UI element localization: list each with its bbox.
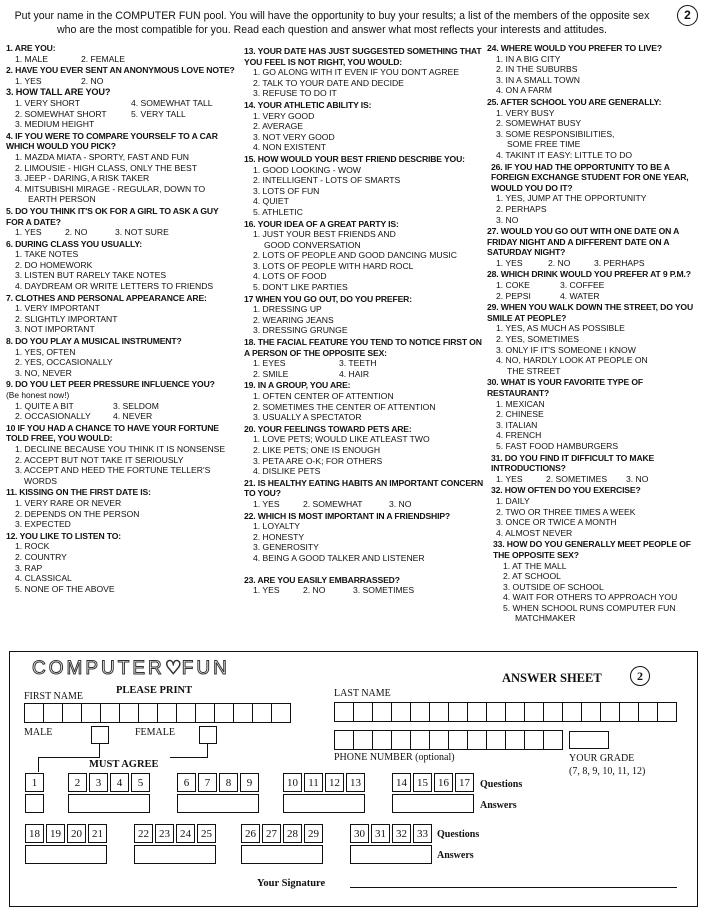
question-5 bbox=[6, 206, 238, 238]
question-number: 32 bbox=[392, 824, 411, 843]
option[interactable]: 1. DECLINE BECAUSE YOU THINK IT IS NONSENSE bbox=[15, 443, 226, 454]
option[interactable]: 3. REFUSE TO DO IT bbox=[253, 88, 337, 99]
question-number: 15 bbox=[413, 773, 432, 792]
option[interactable]: 2. NO bbox=[65, 227, 88, 238]
option[interactable]: 1. YES bbox=[496, 473, 523, 484]
question-title: 10 IF YOU HAD A CHANCE TO HAVE YOUR FORTUNE TOLD FREE, YOU WOULD: bbox=[6, 422, 219, 444]
question-title: 11. KISSING ON THE FIRST DATE IS: bbox=[6, 487, 151, 498]
option[interactable]: 2. OCCASIONALLY bbox=[15, 411, 91, 422]
question-number: 11 bbox=[304, 773, 323, 792]
option[interactable]: 4. NO, HARDLY LOOK AT PEOPLE ON bbox=[496, 355, 648, 366]
question-number: 31 bbox=[371, 824, 390, 843]
option[interactable]: 2. WEARING JEANS bbox=[253, 314, 334, 325]
question-title: 5. DO YOU THINK IT'S OK FOR A GIRL TO ASK A GUY FOR A DATE? bbox=[6, 205, 219, 227]
option[interactable]: 3. COFFEE bbox=[560, 280, 605, 291]
option[interactable]: 3. NOT IMPORTANT bbox=[15, 324, 95, 335]
first-name-boxes[interactable] bbox=[24, 703, 290, 723]
question-10 bbox=[6, 423, 238, 487]
question-18 bbox=[244, 337, 486, 379]
option[interactable]: 2. NO bbox=[81, 75, 104, 86]
option[interactable]: 5. VERY TALL bbox=[131, 108, 186, 119]
question-8 bbox=[6, 336, 238, 378]
question-title: 32. HOW OFTEN DO YOU EXERCISE? bbox=[491, 485, 641, 496]
question-title: 1. ARE YOU: bbox=[6, 43, 56, 53]
answer-box[interactable] bbox=[283, 794, 365, 813]
option[interactable]: 1. MAZDA MIATA - SPORTY, FAST AND FUN bbox=[15, 151, 189, 162]
option[interactable]: 3. MEDIUM HEIGHT bbox=[15, 119, 95, 130]
option[interactable]: 2. COUNTRY bbox=[15, 551, 67, 562]
question-number: 7 bbox=[198, 773, 217, 792]
question-4 bbox=[6, 131, 238, 205]
question-number: 8 bbox=[219, 773, 238, 792]
option[interactable]: 1. MALE bbox=[15, 53, 48, 64]
question-3 bbox=[6, 87, 238, 129]
question-number: 24 bbox=[176, 824, 195, 843]
question-title: 19. IN A GROUP, YOU ARE: bbox=[244, 380, 351, 391]
option[interactable]: 2. DEPENDS ON THE PERSON bbox=[15, 508, 140, 519]
option[interactable]: 2. LIMOUSIE - HIGH CLASS, ONLY THE BEST bbox=[15, 162, 197, 173]
question-title: 20. YOUR FEELINGS TOWARD PETS ARE: bbox=[244, 423, 412, 434]
answer-box[interactable] bbox=[350, 845, 432, 864]
grade-box[interactable] bbox=[569, 731, 609, 749]
question-number: 14 bbox=[392, 773, 411, 792]
answer-box[interactable] bbox=[392, 794, 474, 813]
option[interactable]: 3. JEEP - DARING, A RISK TAKER bbox=[15, 173, 150, 184]
question-title: 9. DO YOU LET PEER PRESSURE INFLUENCE YOU? bbox=[6, 379, 215, 390]
question-number: 16 bbox=[434, 773, 453, 792]
option[interactable]: 1. AT THE MALL bbox=[503, 560, 567, 571]
option[interactable]: 2. YES, SOMETIMES bbox=[496, 334, 579, 345]
option-continued: WORDS bbox=[24, 475, 57, 486]
option[interactable]: 4. LOTS OF FOOD bbox=[253, 271, 327, 282]
question-title: 8. DO YOU PLAY A MUSICAL INSTRUMENT? bbox=[6, 336, 182, 347]
question-title: 6. DURING CLASS YOU USUALLY: bbox=[6, 238, 143, 249]
first-name-label: FIRST NAME bbox=[24, 691, 83, 702]
grades-range: (7, 8, 9, 10, 11, 12) bbox=[569, 766, 646, 777]
option-continued: MATCHMAKER bbox=[515, 613, 576, 624]
question-23 bbox=[244, 575, 486, 596]
question-number: 5 bbox=[131, 773, 150, 792]
option[interactable]: 4. NON EXISTENT bbox=[253, 142, 327, 153]
answers-label: Answers bbox=[480, 800, 517, 811]
question-title: 3. HOW TALL ARE YOU? bbox=[6, 87, 111, 98]
option[interactable]: 5. ATHLETIC bbox=[253, 206, 303, 217]
option[interactable]: 3. EXPECTED bbox=[15, 519, 71, 530]
option[interactable]: 2. SOMEWHAT bbox=[303, 498, 363, 509]
answer-sheet-title: ANSWER SHEET bbox=[502, 671, 602, 685]
question-number: 30 bbox=[350, 824, 369, 843]
question-31 bbox=[487, 453, 703, 485]
question-number: 33 bbox=[413, 824, 432, 843]
option[interactable]: 1. LOVE PETS; WOULD LIKE ATLEAST TWO bbox=[253, 434, 430, 445]
question-number: 1 bbox=[25, 773, 44, 792]
option[interactable]: 3. ACCEPT AND HEED THE FORTUNE TELLER'S bbox=[15, 465, 211, 476]
question-27 bbox=[487, 226, 703, 268]
question-number: 28 bbox=[283, 824, 302, 843]
question-14 bbox=[244, 100, 486, 153]
option[interactable]: 5. DON'T LIKE PARTIES bbox=[253, 282, 348, 293]
option[interactable]: 3. NO bbox=[496, 214, 519, 225]
option[interactable]: 1. OFTEN CENTER OF ATTENTION bbox=[253, 391, 394, 401]
option[interactable]: 2. SMILE bbox=[253, 368, 289, 379]
question-number: 2 bbox=[68, 773, 87, 792]
question-title: 25. AFTER SCHOOL YOU ARE GENERALLY: bbox=[487, 96, 662, 107]
question-number: 10 bbox=[283, 773, 302, 792]
please-print-label: PLEASE PRINT bbox=[116, 685, 193, 696]
question-22 bbox=[244, 511, 486, 564]
option[interactable]: 3. LOTS OF PEOPLE WITH HARD ROCL bbox=[253, 260, 414, 271]
question-title: 24. WHERE WOULD YOU PREFER TO LIVE? bbox=[487, 43, 662, 53]
phone-label: PHONE NUMBER (optional) bbox=[334, 752, 455, 763]
question-title: 15. HOW WOULD YOUR BEST FRIEND DESCRIBE YOU: bbox=[244, 153, 465, 164]
option[interactable]: 2. FEMALE bbox=[81, 53, 125, 64]
option[interactable]: 1. ROCK bbox=[15, 541, 50, 552]
question-30 bbox=[487, 377, 703, 451]
option[interactable]: 4. NEVER bbox=[113, 411, 153, 422]
question-28 bbox=[487, 269, 703, 301]
option-continued: EARTH PERSON bbox=[28, 194, 96, 205]
question-15 bbox=[244, 154, 486, 218]
question-number: 21 bbox=[88, 824, 107, 843]
option[interactable]: 3. USUALLY A SPECTATOR bbox=[253, 412, 362, 423]
question-33 bbox=[487, 539, 703, 624]
option[interactable]: 2. NO bbox=[548, 257, 571, 268]
signature-line[interactable] bbox=[350, 887, 677, 888]
question-number: 6 bbox=[177, 773, 196, 792]
question-number: 19 bbox=[46, 824, 65, 843]
question-25 bbox=[487, 97, 703, 161]
last-name-label: LAST NAME bbox=[334, 688, 391, 699]
female-checkbox[interactable] bbox=[199, 726, 217, 744]
option[interactable]: 3. NOT VERY GOOD bbox=[253, 131, 335, 142]
option[interactable]: 4. DISLIKE PETS bbox=[253, 466, 321, 477]
option[interactable]: 2. TWO OR THREE TIMES A WEEK bbox=[496, 506, 636, 517]
option[interactable]: 3. PERHAPS bbox=[594, 257, 645, 268]
option[interactable]: 1. JUST YOUR BEST FRIENDS AND bbox=[253, 229, 396, 240]
option[interactable]: 1. TAKE NOTES bbox=[15, 249, 79, 260]
question-29 bbox=[487, 302, 703, 376]
option[interactable]: 1. VERY IMPORTANT bbox=[15, 303, 100, 314]
last-name-boxes[interactable] bbox=[334, 702, 676, 722]
female-label: FEMALE bbox=[135, 727, 175, 738]
option[interactable]: 3. OUTSIDE OF SCHOOL bbox=[503, 581, 604, 592]
option[interactable]: 4. DAYDREAM OR WRITE LETTERS TO FRIENDS bbox=[15, 281, 214, 292]
question-24 bbox=[487, 43, 703, 96]
question-title: 17 WHEN YOU GO OUT, DO YOU PREFER: bbox=[244, 293, 412, 304]
option[interactable]: 1. GOOD LOOKING - WOW bbox=[253, 164, 361, 175]
question-11 bbox=[6, 487, 238, 529]
question-number: 27 bbox=[262, 824, 281, 843]
question-7 bbox=[6, 293, 238, 335]
option[interactable]: 1. VERY SHORT bbox=[15, 97, 80, 108]
option[interactable]: 1. VERY BUSY bbox=[496, 107, 555, 118]
option[interactable]: 3. NO bbox=[626, 473, 649, 484]
questions-column-1 bbox=[6, 43, 238, 595]
question-number: 29 bbox=[304, 824, 323, 843]
question-number: 17 bbox=[455, 773, 474, 792]
option[interactable]: 5. FAST FOOD HAMBURGERS bbox=[496, 440, 619, 451]
answer-box[interactable] bbox=[134, 845, 216, 864]
question-title: 29. WHEN YOU WALK DOWN THE STREET, DO YOU SMILE AT PEOPLE? bbox=[487, 302, 694, 323]
phone-boxes[interactable] bbox=[334, 730, 562, 750]
option[interactable]: 1. YES bbox=[496, 257, 523, 268]
question-title: 21. IS HEALTHY EATING HABITS AN IMPORTANT CONCERN TO YOU? bbox=[244, 477, 484, 499]
option[interactable]: 4. BEING A GOOD TALKER AND LISTENER bbox=[253, 552, 425, 563]
option[interactable]: 2. DO HOMEWORK bbox=[15, 259, 93, 270]
question-number: 20 bbox=[67, 824, 86, 843]
question-title: 12. YOU LIKE TO LISTEN TO: bbox=[6, 530, 122, 541]
option[interactable]: 3. LOTS OF FUN bbox=[253, 185, 320, 196]
question-title: 28. WHICH DRINK WOULD YOU PREFER AT 9 P.M.? bbox=[487, 269, 691, 280]
question-title: 22. WHICH IS MOST IMPORTANT IN A FRIENDSHIP? bbox=[244, 510, 451, 521]
option[interactable]: 3. NO, NEVER bbox=[15, 367, 72, 378]
question-title: 14. YOUR ATHLETIC ABILITY IS: bbox=[244, 99, 372, 110]
questions-label: Questions bbox=[437, 829, 480, 840]
question-number: 3 bbox=[89, 773, 108, 792]
question-title: 4. IF YOU WERE TO COMPARE YOURSELF TO A CAR WHICH WOULD YOU PICK? bbox=[6, 130, 218, 152]
question-26 bbox=[487, 162, 703, 226]
option[interactable]: 2. PERHAPS bbox=[496, 203, 547, 214]
question-number: 22 bbox=[134, 824, 153, 843]
option[interactable]: 3. ONCE OR TWICE A MONTH bbox=[496, 517, 617, 528]
question-title: 16. YOUR IDEA OF A GREAT PARTY IS: bbox=[244, 218, 399, 229]
option[interactable]: 1. VERY RARE OR NEVER bbox=[15, 497, 122, 508]
question-1 bbox=[6, 43, 238, 64]
question-2 bbox=[6, 65, 238, 86]
must-agree-label: MUST AGREE bbox=[89, 759, 159, 770]
option[interactable]: 2. SOMEWHAT BUSY bbox=[496, 118, 582, 129]
option[interactable]: 1. YES bbox=[15, 227, 42, 238]
question-number: 9 bbox=[240, 773, 259, 792]
option[interactable]: 3. TEETH bbox=[339, 358, 377, 369]
option[interactable]: 1. GO ALONG WITH IT EVEN IF YOU DON'T AGREE bbox=[253, 67, 460, 78]
option[interactable]: 3. ONLY IF IT'S SOMEONE I KNOW bbox=[496, 344, 636, 355]
answer-box[interactable] bbox=[177, 794, 259, 813]
option-continued: SOME FREE TIME bbox=[507, 139, 581, 150]
option[interactable]: 2. IN THE SUBURBS bbox=[496, 64, 578, 75]
option[interactable]: 3. LISTEN BUT RARELY TAKE NOTES bbox=[15, 270, 167, 281]
question-number: 13 bbox=[346, 773, 365, 792]
option[interactable]: 4. MITSUBISHI MIRAGE - REGULAR, DOWN TO bbox=[15, 183, 206, 194]
option[interactable]: 3. SELDOM bbox=[113, 400, 159, 411]
question-12 bbox=[6, 531, 238, 595]
option[interactable]: 5. NONE OF THE ABOVE bbox=[15, 583, 115, 594]
option[interactable]: 3. IN A SMALL TOWN bbox=[496, 74, 580, 85]
question-number: 23 bbox=[155, 824, 174, 843]
answers-label: Answers bbox=[437, 850, 474, 861]
option[interactable]: 1. YES bbox=[253, 498, 280, 509]
question-title: 33. HOW DO YOU GENERALLY MEET PEOPLE OF THE OPPOSITE SEX? bbox=[493, 539, 691, 560]
question-17 bbox=[244, 294, 486, 336]
option[interactable]: 1. YES, OFTEN bbox=[15, 346, 76, 357]
question-title: 27. WOULD YOU GO OUT WITH ONE DATE ON A FRIDAY NIGHT AND A DIFFERENT DATE ON A SATURDAY NIGHT? bbox=[487, 226, 679, 258]
option[interactable]: 2. AT SCHOOL bbox=[503, 571, 561, 582]
option[interactable]: 1. YES bbox=[253, 585, 280, 596]
question-title: 7. CLOTHES AND PERSONAL APPEARANCE ARE: bbox=[6, 292, 207, 303]
question-title: 23. ARE YOU EASILY EMBARRASSED? bbox=[244, 574, 400, 585]
option[interactable]: 2. SOMEWHAT SHORT bbox=[15, 108, 107, 119]
option[interactable]: 1. QUITE A BIT bbox=[15, 400, 74, 411]
option[interactable]: 2. TALK TO YOUR DATE AND DECIDE bbox=[253, 77, 404, 88]
question-title: 26. IF YOU HAD THE OPPORTUNITY TO BE A FOREIGN EXCHANGE STUDENT FOR ONE YEAR, WOULD YOU DO IT? bbox=[491, 161, 689, 193]
answer-sheet-number: 2 bbox=[630, 666, 650, 686]
option[interactable]: 4. HAIR bbox=[339, 368, 370, 379]
option[interactable]: 1. DRESSING UP bbox=[253, 304, 322, 315]
question-16 bbox=[244, 219, 486, 293]
option[interactable]: 3. RAP bbox=[15, 562, 43, 573]
option[interactable]: 3. SOME RESPONSIBILITIES, bbox=[496, 128, 615, 139]
option[interactable]: 4. WATER bbox=[560, 290, 600, 301]
option[interactable]: 5. WHEN SCHOOL RUNS COMPUTER FUN bbox=[503, 602, 676, 613]
intro-text: Put your name in the COMPUTER FUN pool. You will have the opportunity to buy your results; a list of the members of the opposite sex who are the most compatible for you. Read each question and answer what most reflects your interests and attitudes. bbox=[14, 10, 650, 36]
answer-box[interactable] bbox=[25, 845, 107, 864]
option[interactable]: 4. SOMEWHAT TALL bbox=[131, 97, 213, 108]
questions-label: Questions bbox=[480, 779, 523, 790]
option[interactable]: 3. DRESSING GRUNGE bbox=[253, 325, 348, 336]
option[interactable]: 2. ACCEPT BUT NOT TAKE IT SERIOUSLY bbox=[15, 454, 184, 465]
option[interactable]: 2. HONESTY bbox=[253, 531, 305, 542]
questions-column-3 bbox=[487, 43, 703, 625]
answer-box[interactable] bbox=[25, 794, 44, 813]
option[interactable]: 1. COKE bbox=[496, 280, 530, 291]
page-number: 2 bbox=[677, 5, 698, 26]
option[interactable]: 3. NOT SURE bbox=[115, 227, 169, 238]
option[interactable]: 1. YES bbox=[15, 75, 42, 86]
question-note: (Be honest now!) bbox=[6, 390, 70, 400]
question-21 bbox=[244, 478, 486, 510]
option[interactable]: 3. SOMETIMES bbox=[353, 585, 415, 596]
option[interactable]: 4. CLASSICAL bbox=[15, 573, 72, 584]
option[interactable]: 4. ALMOST NEVER bbox=[496, 527, 573, 538]
option[interactable]: 2. PEPSI bbox=[496, 290, 531, 301]
male-label: MALE bbox=[24, 727, 53, 738]
option[interactable]: 2. CHINESE bbox=[496, 409, 544, 420]
option[interactable]: 1. YES, AS MUCH AS POSSIBLE bbox=[496, 323, 625, 334]
option[interactable]: 4. QUIET bbox=[253, 196, 289, 207]
option[interactable]: 1. YES, JUMP AT THE OPPORTUNITY bbox=[496, 193, 647, 204]
question-title: 13. YOUR DATE HAS JUST SUGGESTED SOMETHING THAT YOU FEEL IS NOT RIGHT, YOU WOULD: bbox=[244, 46, 482, 67]
question-title: 18. THE FACIAL FEATURE YOU TEND TO NOTICE FIRST ON A PERSON OF THE OPPOSITE SEX: bbox=[244, 337, 482, 358]
question-number: 12 bbox=[325, 773, 344, 792]
option[interactable]: 1. DAILY bbox=[496, 495, 530, 506]
option-continued: GOOD CONVERSATION bbox=[264, 239, 361, 250]
question-6 bbox=[6, 239, 238, 292]
question-9 bbox=[6, 379, 238, 421]
option[interactable]: 2. AVERAGE bbox=[253, 121, 303, 132]
option[interactable]: 4. ON A FARM bbox=[496, 85, 552, 96]
option[interactable]: 4. WAIT FOR OTHERS TO APPROACH YOU bbox=[503, 592, 678, 603]
question-title: 30. WHAT IS YOUR FAVORITE TYPE OF RESTAURANT? bbox=[487, 377, 643, 398]
answer-sheet bbox=[9, 651, 698, 907]
option[interactable]: 2. NO bbox=[303, 585, 326, 596]
option[interactable]: 2. SOMETIMES THE CENTER OF ATTENTION bbox=[253, 401, 436, 412]
option[interactable]: 2. SOMETIMES bbox=[546, 473, 608, 484]
option[interactable]: 3. ITALIAN bbox=[496, 419, 538, 430]
option[interactable]: 1. VERY GOOD bbox=[253, 110, 315, 121]
questions-column-2 bbox=[244, 46, 486, 597]
answer-box[interactable] bbox=[241, 845, 323, 864]
question-number: 4 bbox=[110, 773, 129, 792]
computer-fun-logo: COMPUTER♡FUN bbox=[32, 658, 230, 679]
question-20 bbox=[244, 424, 486, 477]
male-checkbox[interactable] bbox=[91, 726, 109, 744]
heart-icon: ♡ bbox=[164, 658, 182, 679]
option[interactable]: 4. TAKINT IT EASY: LITTLE TO DO bbox=[496, 149, 633, 160]
question-19 bbox=[244, 380, 486, 422]
question-number: 18 bbox=[25, 824, 44, 843]
option[interactable]: 3. PETA ARE O-K; FOR OTHERS bbox=[253, 455, 383, 466]
option[interactable]: 2. SLIGHTLY IMPORTANT bbox=[15, 313, 118, 324]
question-number: 25 bbox=[197, 824, 216, 843]
question-32 bbox=[487, 485, 703, 538]
option[interactable]: 2. LOTS OF PEOPLE AND GOOD DANCING MUSIC bbox=[253, 250, 457, 261]
option-continued: THE STREET bbox=[507, 365, 561, 376]
question-number: 26 bbox=[241, 824, 260, 843]
option[interactable]: 2. YES, OCCASIONALLY bbox=[15, 357, 113, 368]
option[interactable]: 1. MEXICAN bbox=[496, 398, 545, 409]
grade-label: YOUR GRADE bbox=[569, 753, 635, 764]
option[interactable]: 4. FRENCH bbox=[496, 430, 542, 441]
answer-box[interactable] bbox=[68, 794, 150, 813]
option[interactable]: 2. LIKE PETS; ONE IS ENOUGH bbox=[253, 444, 381, 455]
option[interactable]: 1. IN A BIG CITY bbox=[496, 53, 561, 64]
option[interactable]: 2. INTELLIGENT - LOTS OF SMARTS bbox=[253, 175, 401, 186]
option[interactable]: 1. LOYALTY bbox=[253, 521, 300, 532]
option[interactable]: 1. EYES bbox=[253, 358, 286, 369]
question-title: 2. HAVE YOU EVER SENT AN ANONYMOUS LOVE NOTE? bbox=[6, 65, 235, 76]
question-title: 31. DO YOU FIND IT DIFFICULT TO MAKE INTRODUCTIONS? bbox=[491, 452, 655, 474]
signature-label: Your Signature bbox=[257, 878, 326, 889]
option[interactable]: 3. NO bbox=[389, 498, 412, 509]
question-13 bbox=[244, 46, 486, 99]
option[interactable]: 3. GENEROSITY bbox=[253, 542, 319, 553]
